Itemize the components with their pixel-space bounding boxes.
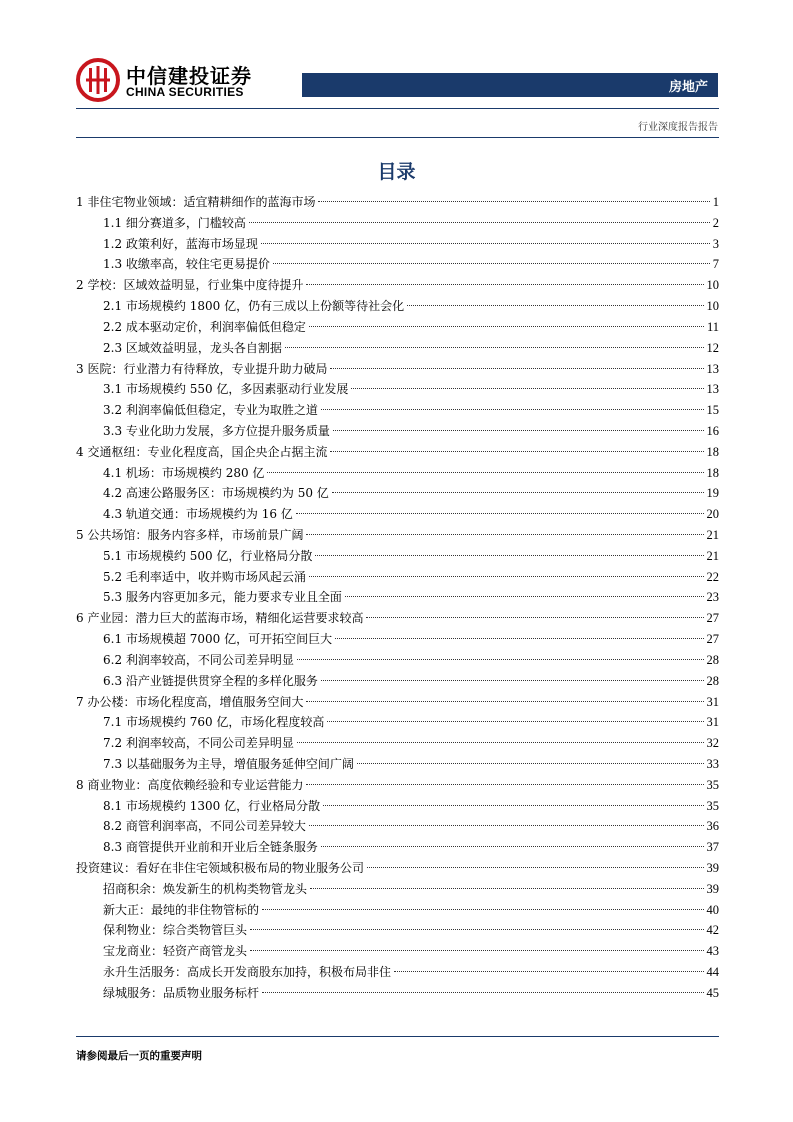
toc-entry-title: 3.1 市场规模约 550 亿，多因素驱动行业发展 xyxy=(103,382,349,397)
toc-dot-leader xyxy=(273,263,710,264)
toc-entry-page: 21 xyxy=(706,528,719,542)
toc-entry-page: 10 xyxy=(706,299,719,314)
toc-dot-leader xyxy=(267,472,703,473)
toc-entry[interactable] xyxy=(76,879,719,900)
toc-entry-page: 27 xyxy=(706,632,719,647)
toc-entry-page: 22 xyxy=(706,569,719,584)
toc-entry-page: 33 xyxy=(706,756,719,771)
toc-entry[interactable] xyxy=(76,338,719,359)
toc-entry-title: 1.2 政策利好，蓝海市场显现 xyxy=(103,236,258,251)
toc-entry-page: 31 xyxy=(706,694,719,709)
toc-entry-title: 6.2 利润率较高，不同公司差异明显 xyxy=(103,652,294,667)
footer-disclaimer: 请参阅最后一页的重要声明 xyxy=(76,1050,202,1062)
toc-dot-leader xyxy=(366,617,703,618)
toc-entry-title: 7 办公楼：市场化程度高，增值服务空间大 xyxy=(76,694,304,709)
toc-entry-title: 3.2 利润率偏低但稳定，专业为取胜之道 xyxy=(103,403,318,418)
toc-dot-leader xyxy=(309,825,704,826)
toc-entry-title: 4.3 轨道交通：市场规模约为 16 亿 xyxy=(103,507,293,522)
toc-dot-leader xyxy=(332,492,704,493)
toc-dot-leader xyxy=(249,222,710,223)
logo-english-name: CHINA SECURITIES xyxy=(126,85,244,99)
toc-entry-page: 18 xyxy=(706,465,719,480)
toc-entry[interactable] xyxy=(76,587,719,608)
toc-entry-title: 2 学校：区域效益明显，行业集中度待提升 xyxy=(76,278,304,293)
toc-entry-page: 11 xyxy=(706,319,719,334)
toc-title: 目录 xyxy=(377,161,416,183)
toc-entry-title: 5.1 市场规模约 500 亿，行业格局分散 xyxy=(103,548,313,563)
subtitle-divider xyxy=(76,137,719,138)
toc-dot-leader xyxy=(309,576,704,577)
toc-dot-leader xyxy=(321,846,704,847)
toc-entry[interactable] xyxy=(76,962,719,983)
toc-entry-title: 6.1 市场规模超 7000 亿，可开拓空间巨大 xyxy=(103,632,333,647)
toc-entry-page: 20 xyxy=(706,507,719,522)
toc-entry-title: 招商积余：焕发新生的机构类物管龙头 xyxy=(103,881,308,896)
toc-entry-title: 宝龙商业：轻资产商管龙头 xyxy=(103,944,248,959)
toc-dot-leader xyxy=(306,784,703,785)
toc-entry-title: 5.3 服务内容更加多元，能力要求专业且全面 xyxy=(103,590,342,605)
toc-entry[interactable] xyxy=(76,234,719,255)
toc-dot-leader xyxy=(262,992,703,993)
section-label: 房地产 xyxy=(668,80,708,95)
toc-entry-page: 19 xyxy=(706,486,719,501)
toc-dot-leader xyxy=(327,721,703,722)
toc-entry[interactable] xyxy=(76,920,719,941)
toc-entry[interactable] xyxy=(76,712,719,733)
toc-entry[interactable] xyxy=(76,608,719,629)
toc-entry-title: 4 交通枢纽：专业化程度高，国企央企占据主流 xyxy=(76,444,328,459)
toc-entry-title: 3.3 专业化助力发展，多方位提升服务质量 xyxy=(103,423,330,438)
toc-entry[interactable] xyxy=(76,525,719,546)
toc-entry-title: 2.1 市场规模约 1800 亿，仍有三成以上份额等待社会化 xyxy=(103,299,405,314)
toc-entry-page: 31 xyxy=(706,715,719,730)
toc-entry-page: 35 xyxy=(706,798,719,813)
toc-entry-page: 18 xyxy=(706,444,719,459)
toc-entry-page: 28 xyxy=(706,673,719,688)
toc-dot-leader xyxy=(367,867,703,868)
toc-entry-page: 13 xyxy=(706,361,719,376)
toc-entry-title: 绿城服务：品质物业服务标杆 xyxy=(103,985,260,1000)
toc-dot-leader xyxy=(250,929,703,930)
toc-entry[interactable] xyxy=(76,483,719,504)
toc-entry[interactable] xyxy=(76,692,719,713)
toc-entry[interactable] xyxy=(76,546,719,567)
toc-dot-leader xyxy=(330,451,703,452)
toc-dot-leader xyxy=(323,805,703,806)
toc-entry[interactable] xyxy=(76,733,719,754)
toc-entry[interactable] xyxy=(76,816,719,837)
toc-dot-leader xyxy=(309,326,704,327)
toc-entry-page: 10 xyxy=(706,278,719,293)
toc-entry[interactable] xyxy=(76,900,719,921)
toc-dot-leader xyxy=(315,555,703,556)
toc-entry-page: 2 xyxy=(712,215,719,230)
toc-dot-leader xyxy=(261,243,710,244)
toc-entry-page: 27 xyxy=(706,611,719,626)
header-divider xyxy=(76,108,719,109)
toc-entry-page: 44 xyxy=(706,965,719,980)
toc-entry-page: 7 xyxy=(712,257,719,272)
toc-entry[interactable] xyxy=(76,504,719,525)
toc-dot-leader xyxy=(297,659,704,660)
toc-entry-title: 保利物业：综合类物管巨头 xyxy=(103,923,248,938)
toc-entry-page: 13 xyxy=(706,382,719,397)
toc-dot-leader xyxy=(306,701,703,702)
toc-entry-page: 28 xyxy=(706,652,719,667)
table-of-contents xyxy=(76,192,719,1004)
toc-dot-leader xyxy=(333,430,704,431)
toc-dot-leader xyxy=(321,409,704,410)
report-type: 行业深度报告报告 xyxy=(638,122,718,133)
toc-entry[interactable] xyxy=(76,463,719,484)
toc-entry[interactable] xyxy=(76,775,719,796)
toc-entry-title: 1.3 收缴率高，较住宅更易提价 xyxy=(103,257,270,272)
toc-dot-leader xyxy=(330,368,703,369)
toc-entry[interactable] xyxy=(76,629,719,650)
toc-entry[interactable] xyxy=(76,275,719,296)
toc-entry-page: 40 xyxy=(706,902,719,917)
toc-entry-title: 6 产业园：潜力巨大的蓝海市场，精细化运营要求较高 xyxy=(76,611,364,626)
toc-entry-page: 39 xyxy=(706,861,719,875)
toc-entry-title: 7.3 以基础服务为主导，增值服务延伸空间广阔 xyxy=(103,756,354,771)
toc-dot-leader xyxy=(321,680,704,681)
toc-entry-page: 21 xyxy=(706,548,719,563)
toc-entry-page: 43 xyxy=(706,944,719,959)
toc-entry[interactable] xyxy=(76,421,719,442)
toc-entry-page: 12 xyxy=(706,340,719,355)
toc-entry[interactable] xyxy=(76,567,719,588)
toc-entry[interactable] xyxy=(76,192,719,213)
toc-entry-title: 1.1 细分赛道多，门槛较高 xyxy=(103,215,246,230)
toc-entry-title: 5 公共场馆：服务内容多样，市场前景广阔 xyxy=(76,528,304,542)
toc-dot-leader xyxy=(262,909,703,910)
toc-entry-title: 2.2 成本驱动定价，利润率偏低但稳定 xyxy=(103,319,306,334)
toc-dot-leader xyxy=(306,534,703,535)
toc-entry-page: 15 xyxy=(706,403,719,418)
toc-entry-page: 35 xyxy=(706,777,719,792)
toc-entry-page: 3 xyxy=(712,236,719,251)
toc-entry-page: 16 xyxy=(706,423,719,438)
toc-entry-title: 7.2 利润率较高，不同公司差异明显 xyxy=(103,736,294,751)
toc-entry[interactable] xyxy=(76,941,719,962)
toc-entry[interactable] xyxy=(76,754,719,775)
toc-entry-title: 4.1 机场：市场规模约 280 亿 xyxy=(103,465,265,480)
toc-entry-title: 1 非住宅物业领域：适宜精耕细作的蓝海市场 xyxy=(76,195,316,209)
toc-entry[interactable] xyxy=(76,442,719,463)
toc-entry-title: 4.2 高速公路服务区：市场规模约为 50 亿 xyxy=(103,486,329,501)
toc-entry-title: 3 医院：行业潜力有待释放，专业提升助力破局 xyxy=(76,361,328,376)
toc-dot-leader xyxy=(407,305,703,306)
toc-dot-leader xyxy=(345,596,704,597)
toc-entry-title: 8.2 商管利润率高，不同公司差异较大 xyxy=(103,819,306,834)
toc-entry[interactable] xyxy=(76,296,719,317)
toc-entry-page: 45 xyxy=(706,985,719,1000)
toc-entry[interactable] xyxy=(76,254,719,275)
toc-dot-leader xyxy=(306,284,703,285)
toc-entry[interactable] xyxy=(76,671,719,692)
toc-entry[interactable] xyxy=(76,400,719,421)
toc-dot-leader xyxy=(310,888,703,889)
toc-entry-title: 8.1 市场规模约 1300 亿，行业格局分散 xyxy=(103,798,321,813)
toc-entry[interactable] xyxy=(76,317,719,338)
toc-entry-title: 5.2 毛利率适中，收并购市场风起云涌 xyxy=(103,569,306,584)
toc-dot-leader xyxy=(394,971,703,972)
toc-dot-leader xyxy=(297,742,704,743)
toc-dot-leader xyxy=(318,201,709,202)
toc-entry-page: 36 xyxy=(706,819,719,834)
section-banner xyxy=(302,73,718,97)
toc-entry[interactable] xyxy=(76,796,719,817)
toc-entry-page: 42 xyxy=(706,923,719,938)
toc-entry-title: 8.3 商管提供开业前和开业后全链条服务 xyxy=(103,840,318,855)
toc-entry-title: 6.3 沿产业链提供贯穿全程的多样化服务 xyxy=(103,673,318,688)
toc-entry-page: 37 xyxy=(706,840,719,855)
logo-chinese-name: 中信建投证券 xyxy=(126,64,252,88)
toc-dot-leader xyxy=(357,763,704,764)
toc-entry-title: 永升生活服务：高成长开发商股东加持，积极布局非住 xyxy=(103,965,392,980)
footer-divider xyxy=(76,1036,719,1037)
toc-dot-leader xyxy=(335,638,703,639)
toc-entry-title: 2.3 区域效益明显，龙头各自割据 xyxy=(103,340,282,355)
toc-entry-page: 32 xyxy=(706,736,719,751)
toc-dot-leader xyxy=(285,347,704,348)
toc-entry-page: 39 xyxy=(706,881,719,896)
toc-entry[interactable] xyxy=(76,983,719,1004)
toc-entry-page: 23 xyxy=(706,590,719,605)
toc-entry[interactable] xyxy=(76,213,719,234)
toc-entry-title: 7.1 市场规模约 760 亿，市场化程度较高 xyxy=(103,715,325,730)
toc-entry-title: 投资建议：看好在非住宅领域积极布局的物业服务公司 xyxy=(76,861,365,875)
toc-entry[interactable] xyxy=(76,379,719,400)
toc-entry[interactable] xyxy=(76,359,719,380)
toc-entry[interactable] xyxy=(76,837,719,858)
toc-entry-page: 1 xyxy=(712,195,719,209)
toc-entry-title: 新大正：最纯的非住物管标的 xyxy=(103,902,260,917)
toc-entry[interactable] xyxy=(76,858,719,879)
company-logo xyxy=(76,58,256,102)
toc-dot-leader xyxy=(296,513,704,514)
toc-dot-leader xyxy=(351,388,703,389)
toc-dot-leader xyxy=(250,950,703,951)
toc-entry-title: 8 商业物业：高度依赖经验和专业运营能力 xyxy=(76,777,304,792)
toc-entry[interactable] xyxy=(76,650,719,671)
citic-logo-icon xyxy=(76,58,120,102)
